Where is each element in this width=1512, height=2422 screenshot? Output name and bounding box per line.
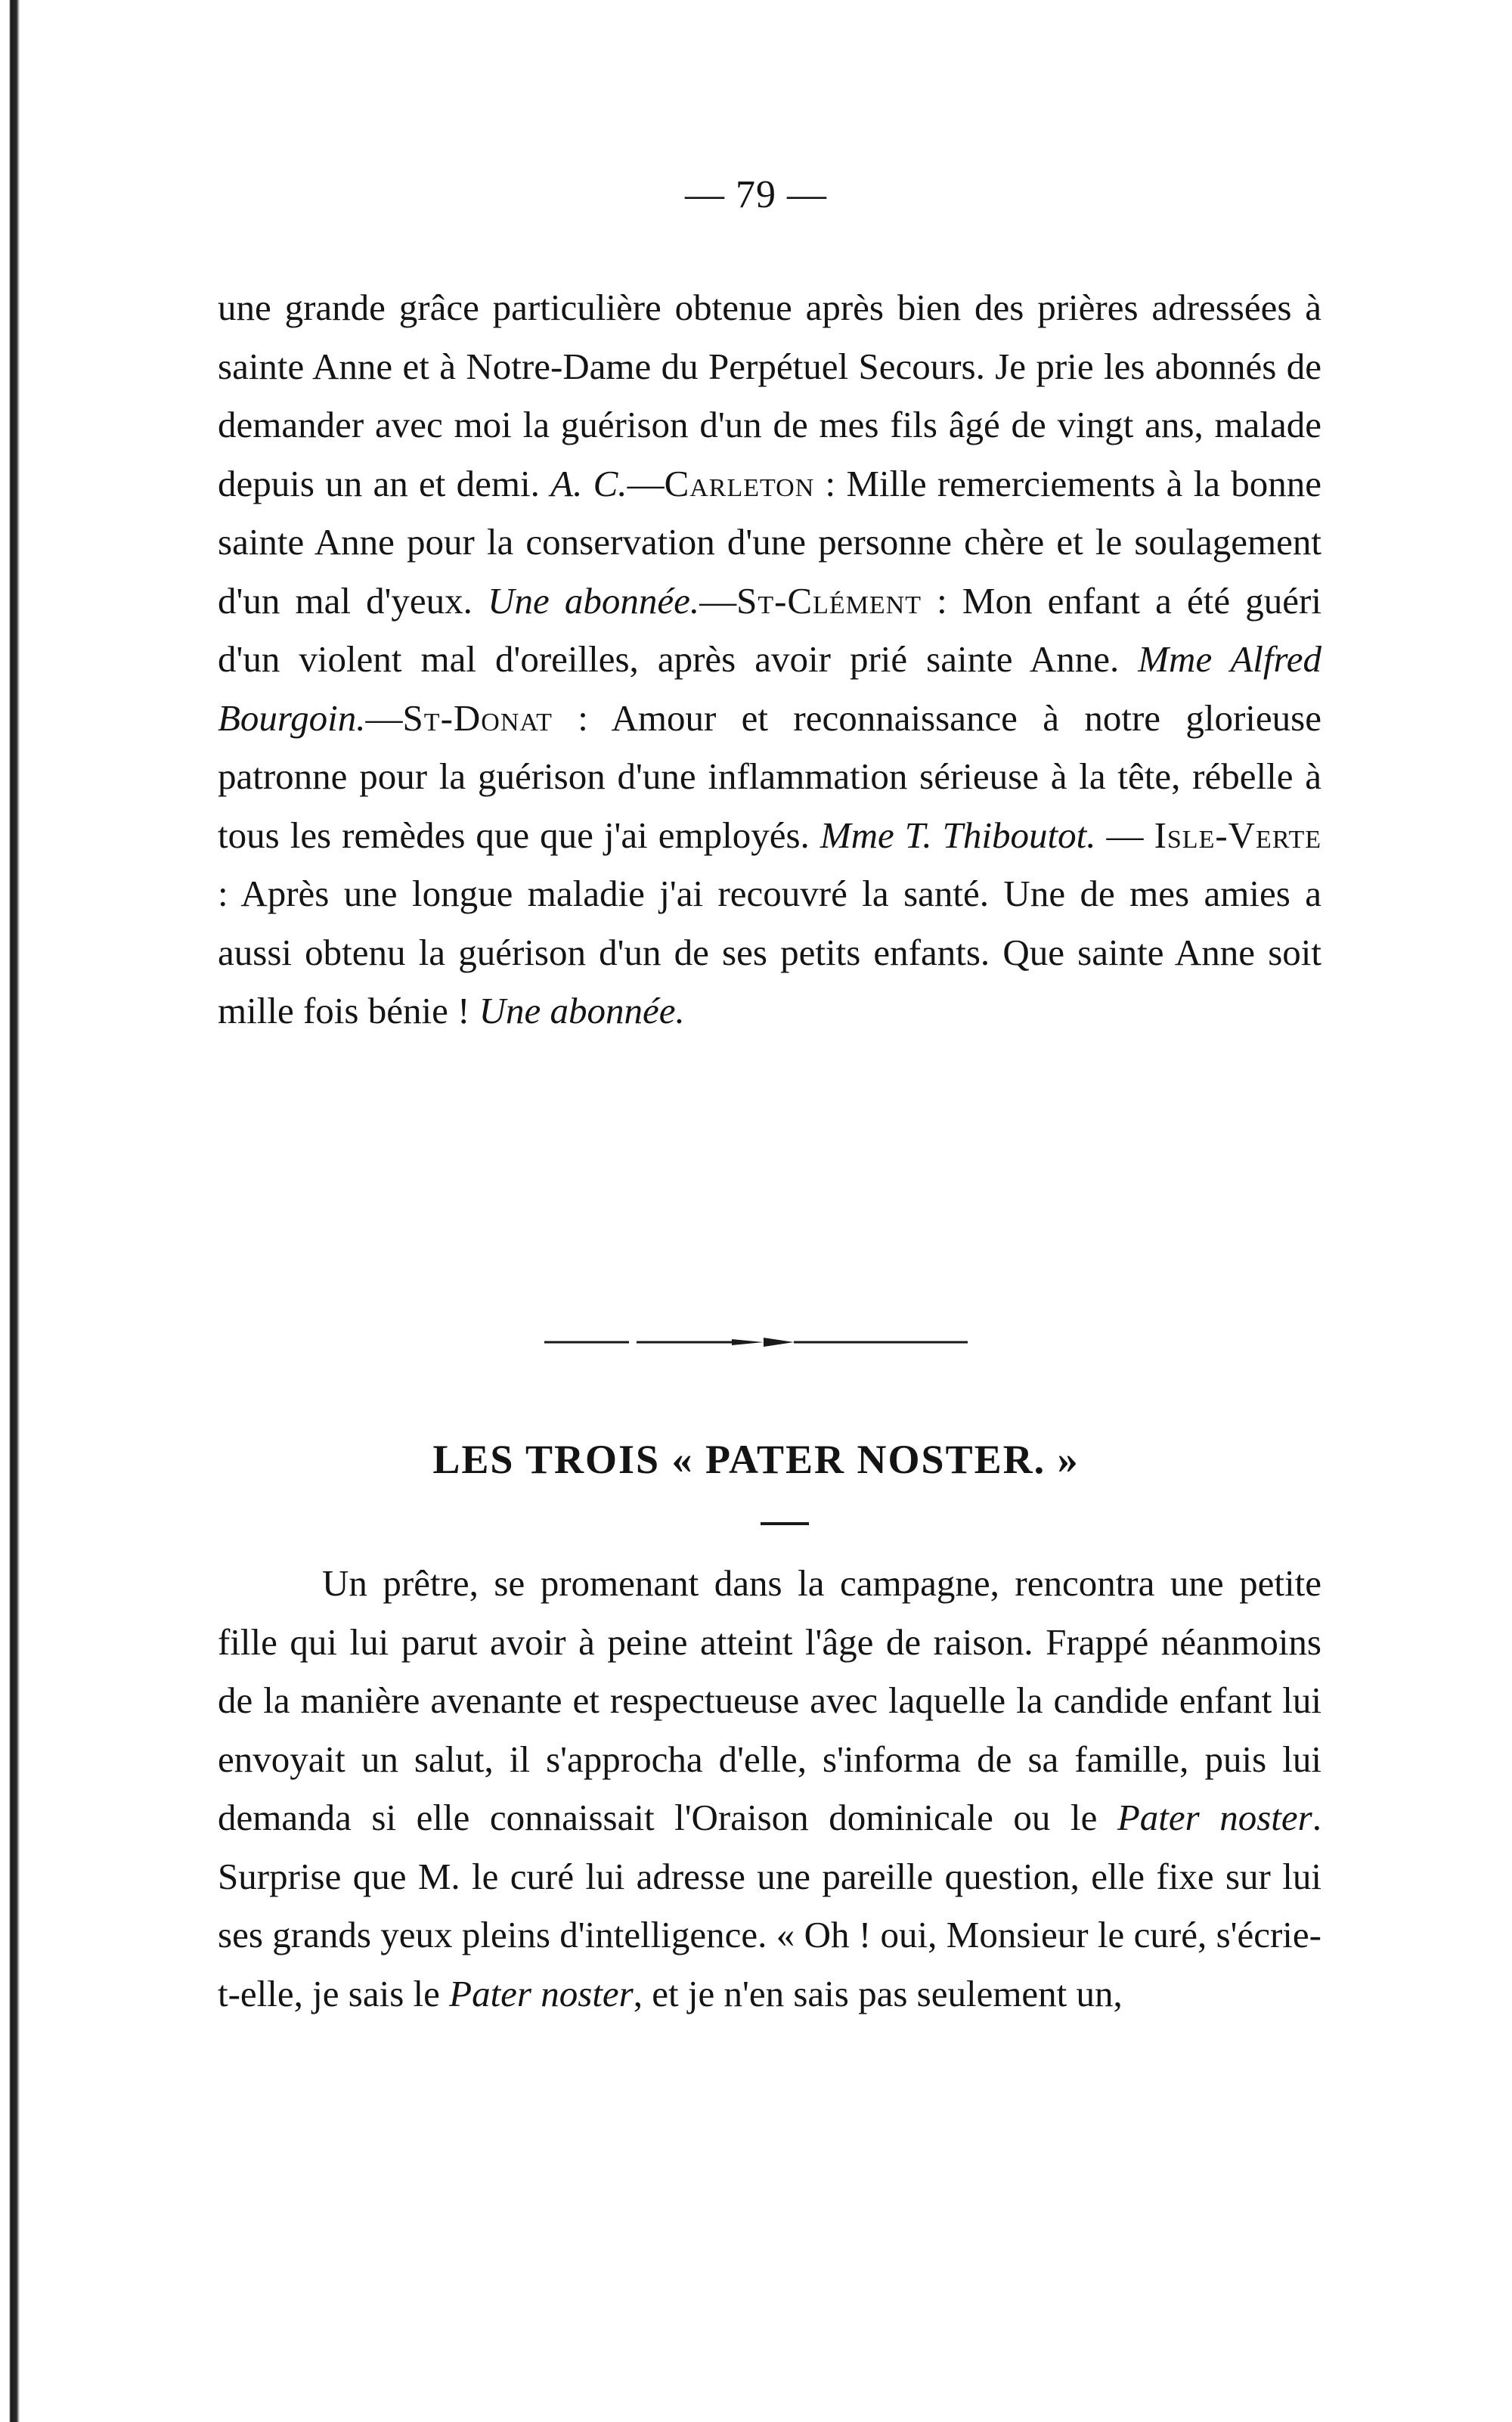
text-segment: : Mon enfant a été guéri d'un violent mal d'oreilles, après avoir prié sainte Anne. [218, 579, 1321, 680]
place-name: St-Clément [736, 579, 922, 622]
binding-edge [0, 0, 23, 2422]
latin-term: Pater noster [1117, 1797, 1312, 1838]
dash: — [627, 462, 665, 504]
heading-rule [761, 1522, 809, 1525]
text-segment: : Après une longue maladie j'ai recouvré la santé. Une de mes amies a aussi obtenu la guérison d'un de ses petits enfants. Que sainte Anne soit mille fois bénie ! [218, 873, 1321, 1031]
signature: Une abonnée. [479, 990, 685, 1031]
text-segment: Un prêtre, se promenant dans la campagne, rencontra une petite fille qui lui parut avoir à peine atteint l'âge de raison. Frappé néanmoins de la manière avenante et respectueuse avec laquelle la candide enfant lui envoyait un salut, il s'approcha d'elle, s'informa de sa famille, puis lui demanda si elle connaissait l'Oraison dominicale ou le [218, 1562, 1321, 1838]
place-name: Isle-Verte [1154, 814, 1321, 856]
signature: Une abonnée. [488, 579, 700, 622]
place-name: Carleton [664, 462, 815, 504]
story-paragraph [218, 1554, 1321, 2023]
place-name: St-Donat [402, 696, 553, 739]
ornament-rule-icon [544, 1331, 968, 1354]
text-segment: une grande grâce particulière obtenue après bien des prières adressées à sainte Anne et à Notre-Dame du Perpétuel Secours. Je prie les abonnés de demander avec moi la guérison d'un de mes fils âgé de vingt ans, malade depuis un an et demi. [218, 287, 1321, 504]
dash: — [365, 696, 403, 739]
text-segment: : Amour et reconnaissance à notre glorieuse patronne pour la guérison d'une inflammation sérieuse à la tête, rébelle à tous les remèdes que que j'ai employés. [218, 696, 1321, 856]
section-heading: LES TROIS « PATER NOSTER. » [432, 1437, 1080, 1482]
signature: Mme T. Thiboutot. [820, 814, 1096, 856]
text-segment: . Surprise que M. le curé lui adresse une pareille question, elle fixe sur lui ses grands yeux pleins d'intelligence. « Oh ! oui, Monsieur le curé, s'écrie-t-elle, je sais le [218, 1797, 1321, 2014]
latin-term: Pater noster [449, 1972, 634, 2014]
text-segment: : Mille remerciements à la bonne sainte Anne pour la conservation d'une personne chère et le soulagement d'un mal d'yeux. [218, 462, 1321, 622]
signature: Mme Alfred Bourgoin. [218, 638, 1321, 739]
section-ornament [0, 1327, 1512, 1357]
testimonials-paragraph [218, 278, 1321, 1040]
dash: — [1095, 814, 1154, 856]
page-number: — 79 — [685, 173, 827, 216]
text-segment: , et je n'en sais pas seulement un, [633, 1972, 1123, 2014]
signature: A. C. [550, 462, 627, 504]
dash: — [699, 579, 737, 622]
